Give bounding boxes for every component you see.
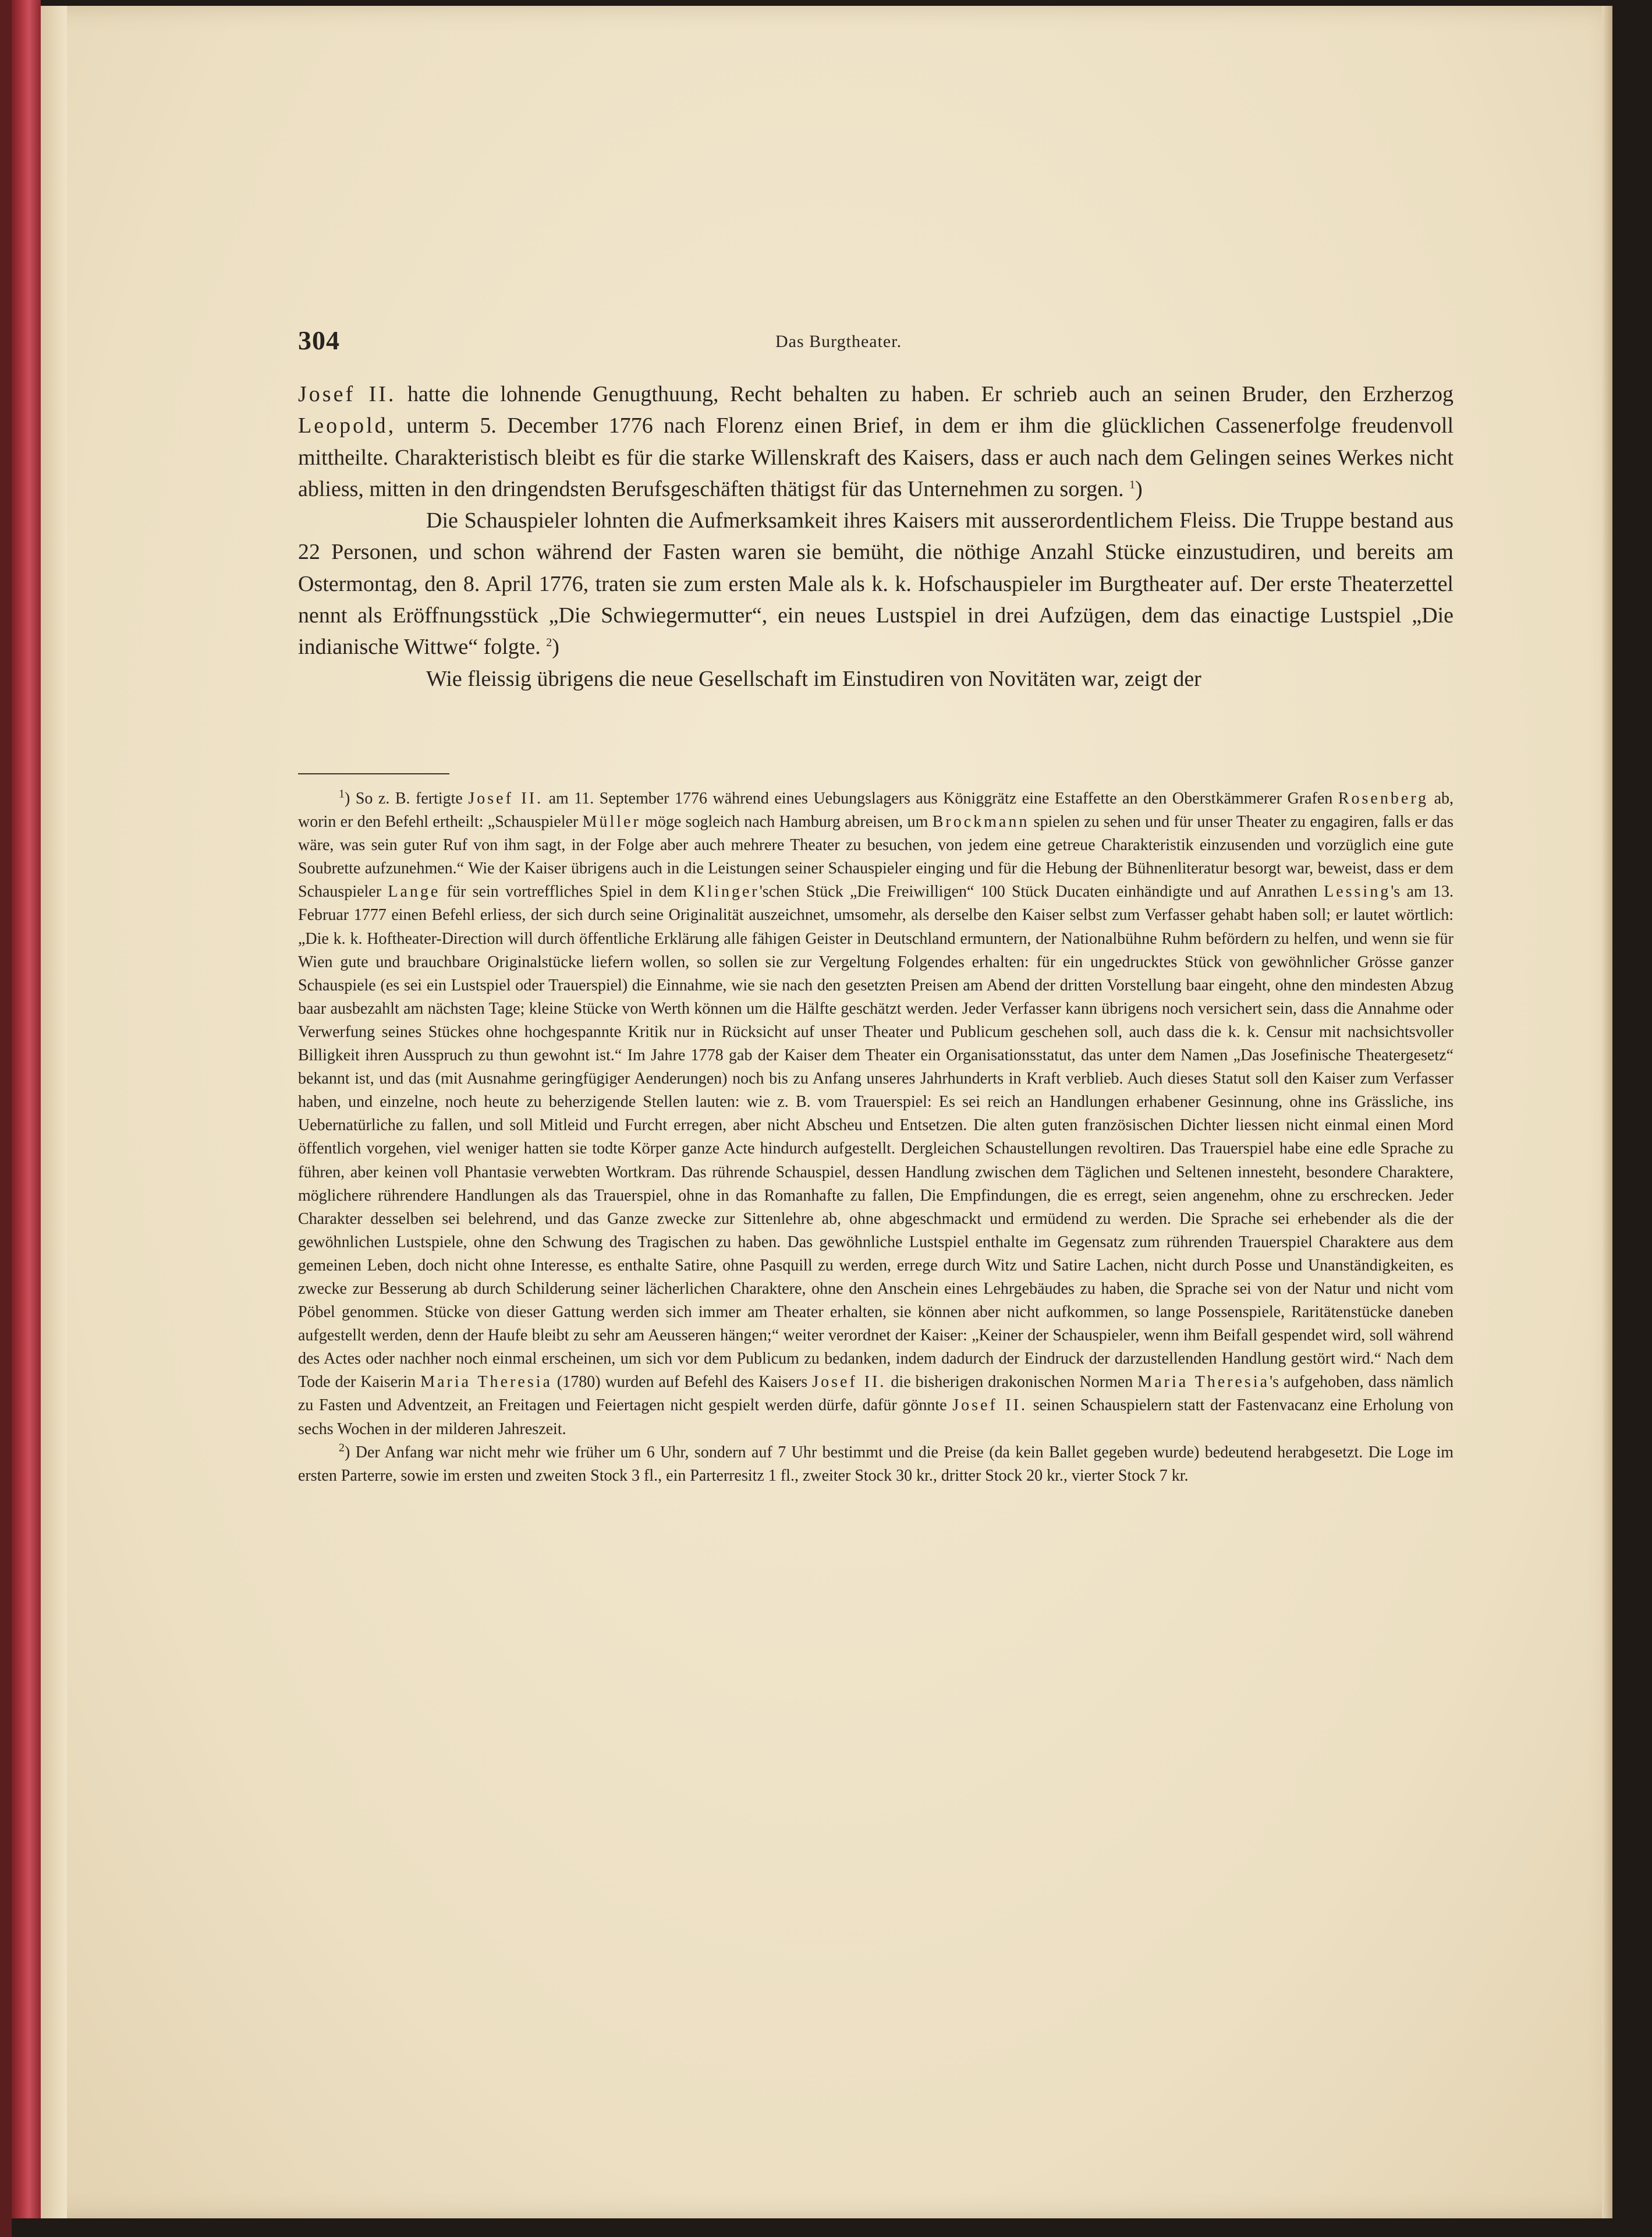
text-run: (1780) wurden auf Befehl des Kaisers [552, 1373, 813, 1392]
name-spaced: Josef II. [468, 790, 544, 808]
name-spaced: Rosenberg [1338, 790, 1429, 808]
name-spaced: Josef II. [812, 1373, 887, 1392]
name-spaced: Josef II. [298, 382, 396, 406]
book-cover-edge [12, 0, 41, 2218]
text-run: für sein vortreffliches Spiel in dem [440, 883, 694, 901]
footnote-marker: 2 [546, 636, 552, 649]
text-run: seinen Schauspielern statt der Fastenvacanz eine Erholung von sechs Wochen in der milderen Jahreszeit. [298, 1396, 1454, 1438]
name-spaced: Lange [388, 883, 441, 901]
footnote-divider [298, 773, 449, 774]
footnote-number: 1 [339, 787, 345, 801]
name-spaced: Brockmann [932, 813, 1030, 831]
text-run: 's am 13. Februar 1777 einen Befehl erliess, der sich durch seine Originalität auszeichnet, umsomehr, als derselbe den Kaiser selbst zum Verfasser gehabt haben soll; er lautet wörtlich: „Die k. k. Hoftheater-Direction will durch öffentliche Erklärung alle fähigen Geister in Deutschland ermuntern, der Nationalbühne Ruhm befördern zu helfen, und wenn sie für Wien gute und brauchbare Originalstücke liefern wollen, so sollen sie zur Vergeltung Folgendes erhalten: für ein ungedrucktes Stück von gewöhnlicher Grösse ganzer Schauspiele (es sei ein Lustspiel oder Trauerspiel) die Einnahme, wie sie nach den gesetzten Preisen am Abend der dritten Vorstellung baar eingeht, ohne den mindesten Abzug baar ausbezahlt am nächsten Tage; kleine Stücke von Werth können um die Hälfte geschätzt werden. Jeder Verfasser kann übrigens noch versichert sein, dass die Annahme oder Verwerfung seines Stückes ohne hochgespannte Kritik nur in Rücksicht auf unser Theater und Publicum geschehen soll, auch dass die k. k. Censur mit nachsichtsvoller Billigkeit ihren Ausspruch zu thun gewohnt ist.“ Im Jahre 1778 gab der Kaiser dem Theater ein Organisationsstatut, das unter dem Namen „Das Josefinische Theatergesetz“ bekannt ist, und das (mit Ausnahme geringfügiger Aenderungen) noch bis zu Anfang unseres Jahrhunderts in Kraft verblieb. Auch dieses Statut soll den Kaiser zum Verfasser haben, und einzelne, noch heute zu beherzigende Stellen lauten: wie z. B. vom Trauerspiel: Es sei reich an Handlungen erhabener Gesinnung, ohne ins Grässliche, ins Uebernatürliche zu fallen, und soll Mitleid und Furcht erregen, aber nicht Abscheu und Entsetzen. Die alten guten französischen Dichter liessen nicht einmal einen Mord öffentlich vorgehen, viel weniger hatten sie todte Körper ganze Acte hindurch aufgestellt. Dergleichen Schaustellungen revoltiren. Das Trauerspiel habe eine edle Sprache zu führen, aber keinen voll Phantasie verwebten Wortkram. Das rührende Schauspiel, dessen Handlung zwischen dem Täglichen und Seltenen innesteht, besondere Charaktere, möglichere rührendere Handlungen als das Trauerspiel, ohne in das Romanhafte zu fallen, Die Empfindungen, die es erregt, seien angenehm, ohne zu erschrecken. Jeder Charakter desselben sei belehrend, und das Ganze zwecke zur Sittenlehre ab, ohne abgeschmackt und ermüdend zu werden. Die Sprache sei erhebender als die der gewöhnlichen Lustspiele, ohne den Schwung des Tragischen zu haben. Das gewöhnliche Lustspiel enthalte im Gegensatz zum rührenden Trauerspiel Charaktere aus dem gemeinen Leben, doch nicht ohne Interesse, es enthalte Satire, ohne Pasquill zu werden, errege durch Witz und Satire Lachen, nicht durch Posse und Unanständigkeiten, es zwecke zur Besserung ab durch Schilderung seiner lächerlichen Charaktere, ohne den Anschein eines Lehrgebäudes zu haben, die Sprache sei von der Natur und nicht vom Pöbel genommen. Stücke von dieser Gattung werden sich immer am Theater erhalten, sie können aber nicht aufkommen, so lange Possenspiele, Raritätenstücke daneben aufgestellt werden, denn der Haufe bleibt zu sehr am Aeusseren hängen;“ weiter verordnet der Kaiser: „Keiner der Schauspieler, wenn ihm Beifall gespendet wird, soll während des Actes oder nachher noch einmal erscheinen, um sich vor dem Publicum zu bedanken, indem dadurch der Eindruck der darzustellenden Handlung gestört wird.“ Nach dem Tode der Kaiserin [298, 883, 1454, 1392]
name-spaced: Klinger [693, 883, 760, 901]
text-run: die bisherigen drakonischen Normen [886, 1373, 1138, 1392]
footnotes [298, 787, 1454, 1488]
page-right-edge [1602, 6, 1612, 2218]
name-spaced: Maria Theresia [420, 1373, 552, 1392]
text-run: ) Der Anfang war nicht mehr wie früher um 6 Uhr, sondern auf 7 Uhr bestimmt und die Preise (da kein Ballet gegeben wurde) bedeutend herabgesetzt. Die Loge im ersten Parterre, sowie im ersten und zweiten Stock 3 fl., ein Parterresitz 1 fl., zweiter Stock 30 kr., dritter Stock 20 kr., vierter Stock 7 kr. [298, 1443, 1454, 1485]
page-number: 304 [298, 325, 340, 355]
name-spaced: Maria Theresia [1137, 1373, 1270, 1392]
name-spaced: Lessing [1324, 883, 1391, 901]
page-header [298, 325, 1462, 366]
text-run: ) So z. B. fertigte [345, 790, 469, 808]
text-run: ) [1135, 476, 1143, 501]
name-spaced: Leopold, [298, 413, 396, 438]
text-run: möge sogleich nach Hamburg abreisen, um [640, 813, 933, 831]
scan-background [0, 0, 12, 2237]
running-head: Das Burgtheater. [775, 332, 902, 351]
text-run: 's aufgehoben, dass nämlich zu Fasten und Adventzeit, an Freitagen und Feiertagen nicht gespielt werden dürfe, dafür gönnte [298, 1373, 1454, 1415]
footnote-1 [298, 787, 1454, 1441]
footnote-2 [298, 1441, 1454, 1488]
text-run: spielen zu sehen und für unser Theater zu engagiren, falls er das wäre, was sein guter Ruf von ihm sagt, in der Folge aber auch mehrere Theater zu besuchen, von jedem eine getreue Charakteristik einzusenden und vorzüglich eine gute Soubrette aufzunehmen.“ Wie der Kaiser übrigens auch in die Leistungen seiner Schauspieler einging und für die Hebung der Bühnenliteratur besorgt war, beweist, dass er dem Schauspieler [298, 813, 1454, 901]
paragraph-1 [298, 378, 1454, 505]
text-run: ab, worin er den Befehl ertheilt: „Schauspieler [298, 790, 1454, 831]
text-run: hatte die lohnende Genugthuung, Recht behalten zu haben. Er schrieb auch an seinen Bruder, den Erzherzog [396, 382, 1454, 406]
text-run: ) [552, 635, 559, 660]
name-spaced: Josef II. [952, 1396, 1028, 1415]
text-run: 'schen Stück „Die Freiwilligen“ 100 Stück Ducaten einhändigte und auf Anrathen [759, 883, 1324, 901]
footnote-marker: 1 [1129, 478, 1136, 491]
page-gutter [41, 6, 67, 2218]
text-run: Die Schauspieler lohnten die Aufmerksamkeit ihres Kaisers mit ausserordentlichem Fleiss. Die Truppe bestand aus 22 Personen, und schon während der Fasten waren sie bemüht, die nöthige Anzahl Stücke einzustudiren, und bereits am Ostermontag, den 8. April 1776, traten sie zum ersten Male als k. k. Hofschauspieler im Burgtheater auf. Der erste Theaterzettel nennt als Eröffnungsstück „Die Schwiegermutter“, ein neues Lustspiel in drei Aufzügen, dem das einactige Lustspiel „Die indianische Wittwe“ folgte. [298, 508, 1454, 660]
footnote-number: 2 [339, 1441, 345, 1454]
text-run: am 11. September 1776 während eines Uebungslagers aus Königgrätz eine Estaffette an den Oberstkämmerer Grafen [543, 790, 1338, 808]
name-spaced: Müller [582, 813, 641, 831]
paragraph-2 [298, 505, 1454, 663]
main-text [298, 378, 1454, 695]
text-run: unterm 5. December 1776 nach Florenz einen Brief, in dem er ihm die glücklichen Cassenerfolge freudenvoll mittheilte. Charakteristisch bleibt es für die starke Willenskraft des Kaisers, dass er auch nach dem Gelingen seines Werkes nicht abliess, mitten in den dringendsten Berufsgeschäften thätigst für das Unternehmen zu sorgen. [298, 413, 1454, 501]
paragraph-3: Wie fleissig übrigens die neue Gesellschaft im Einstudiren von Novitäten war, zeigt der [426, 666, 1201, 691]
